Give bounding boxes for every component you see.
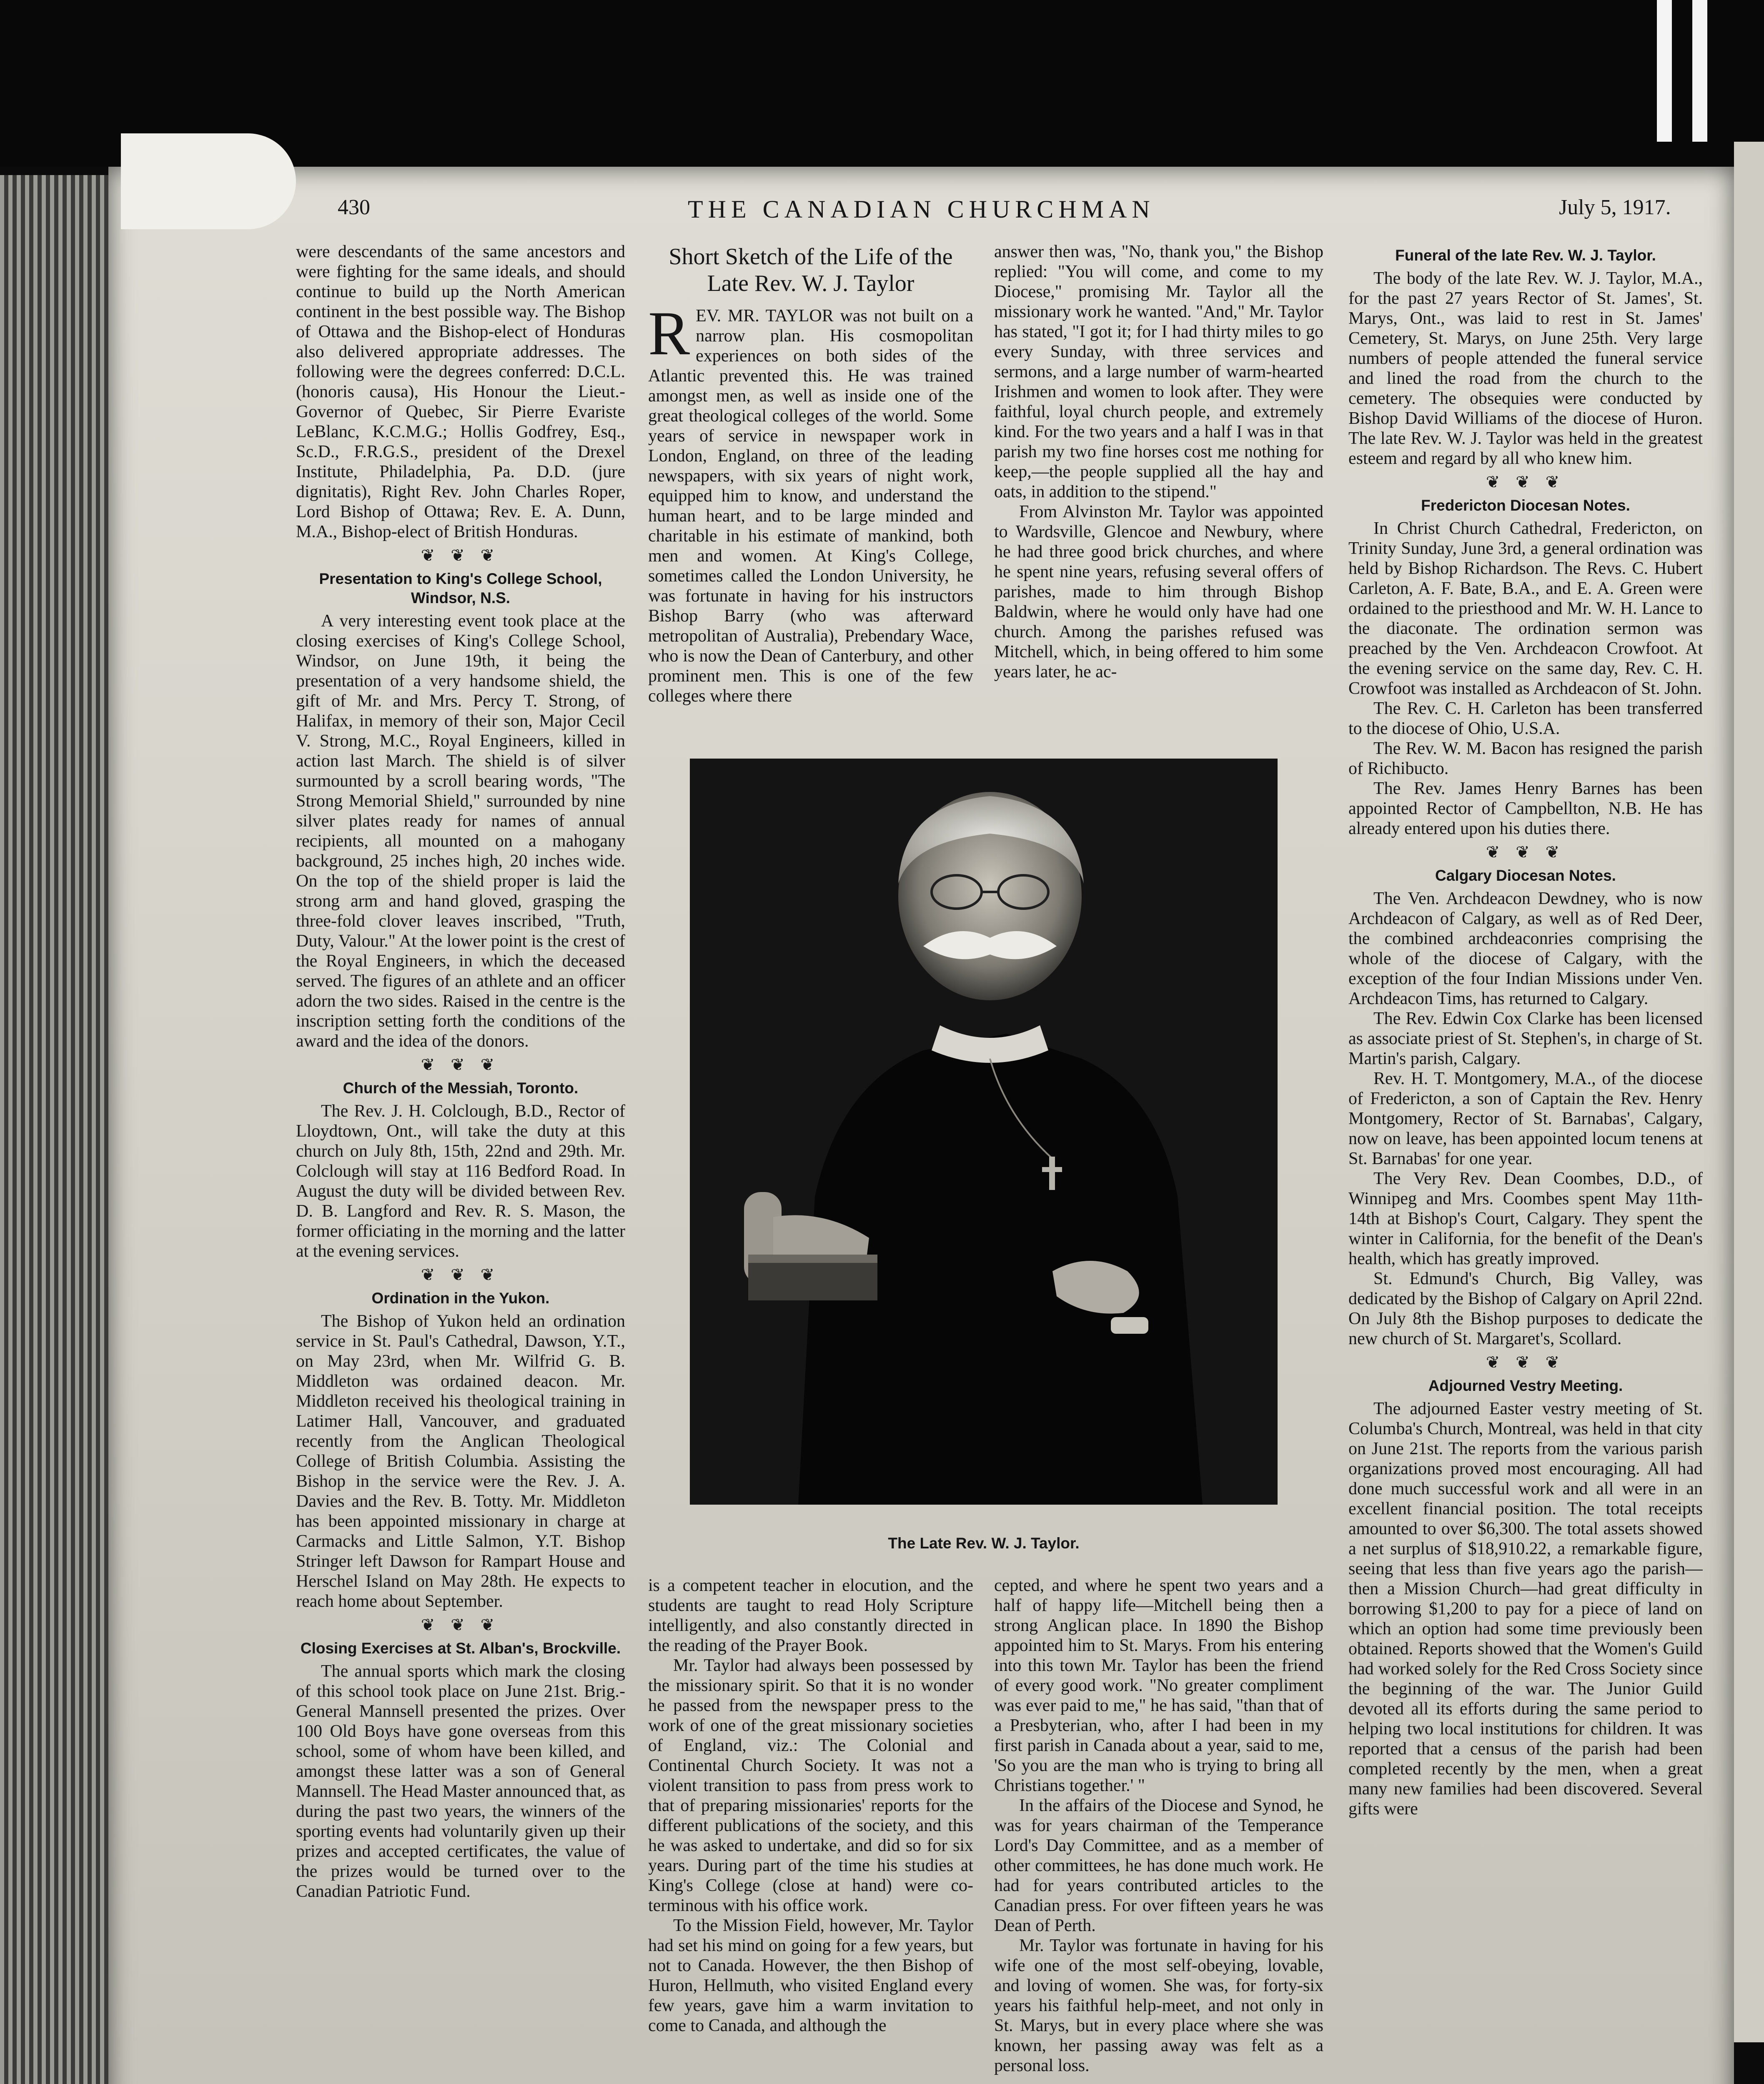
paragraph: The Very Rev. Dean Coombes, D.D., of Winnipeg and Mrs. Coombes spent May 11th-14th at Bishop's Court, Calgary. They spent the winter in California, for the benefit of the Dean's health, which has greatly improved.: [1348, 1169, 1703, 1268]
paragraph: Rev. H. T. Montgomery, M.A., of the diocese of Fredericton, a son of Captain the Rev. Henry Montgomery, Rector of St. Barnabas', Calgary, now on leave, has been appointed locum tenens at St. Barnabas' for one year.: [1348, 1069, 1703, 1168]
paragraph: answer then was, "No, thank you," the Bishop replied: "You will come, and come to my Diocese," promising Mr. Taylor all the missionary work he wanted. "And," Mr. Taylor has stated, "I got it; for I had thirty miles to go every Sunday, with three services and sermons, and a large number of warm-hearted Irishmen and women to look after. They were faithful, loyal church people, and extremely kind. For the two years and a half I was in that parish my two fine horses cost me nothing for keep,—the people supplied all the hay and oats, in addition to the stipend.": [994, 242, 1323, 501]
masthead: THE CANADIAN CHURCHMAN: [688, 195, 1155, 223]
paragraph: To the Mission Field, however, Mr. Taylor had set his mind on going for a few years, but not to Canada. However, the then Bishop of Huron, Hellmuth, who visited England every few years, gave him a warm invitation to come to Canada, and although the: [648, 1916, 973, 2035]
section-heading: Funeral of the late Rev. W. J. Taylor.: [1395, 247, 1656, 264]
section-heading: Presentation to King's College School, Windsor, N.S.: [319, 570, 602, 606]
paragraph: The annual sports which mark the closing of this school took place on June 21st. Brig.-General Mannsell presented the prizes. Over 100 Old Boys have gone overseas from this school, some of whom have been killed, and amongst these latter was a son of General Mannsell. The Head Master announced that, as during the past two years, the winners of the sporting events had voluntarily given up their prizes and accepted certificates, the value of the prizes would be turned over to the Canadian Patriotic Fund.: [296, 1662, 625, 1901]
ornament: ❦ ❦ ❦: [421, 1265, 501, 1284]
ornament: ❦ ❦ ❦: [421, 1055, 501, 1074]
paragraph: were descendants of the same ancestors and were fighting for the same ideals, and should continue to build up the North American continent in the best possible way. The Bishop of Ottawa and the Bishop-elect of Honduras also delivered appropriate addresses. The following were the degrees conferred: D.C.L. (honoris causa), His Honour the Lieut.-Governor of Quebec, Sir Pierre Evariste LeBlanc, K.C.M.G.; Hollis Godfrey, Esq., Sc.D., F.R.G.S., president of the Drexel Institute, Philadelphia, Pa. D.D. (jure dignitatis), Right Rev. John Charles Roper, Lord Bishop of Ottawa; Rev. E. A. Dunn, M.A., Bishop-elect of British Honduras.: [296, 242, 625, 541]
paragraph: The adjourned Easter vestry meeting of St. Columba's Church, Montreal, was held in that city on June 21st. The reports from the various parish organizations proved most encouraging. All had done much successful work and all were in an excellent financial position. The total receipts amounted to over $6,300. The total assets showed a net surplus of $18,910.22, a remarkable figure, seeing that less than five years ago the parish—then a Mission Church—had great difficulty in borrowing $1,200 to pay for a piece of land on which an option had some time previously been obtained. Reports showed that the Women's Guild had worked solely for the Red Cross Society since the beginning of the war. The Junior Guild devoted all its efforts during the same period to helping two local institutions for children. It was reported that a census of the parish had been completed recently by the men, when a great many new families had been discovered. Several gifts were: [1348, 1399, 1703, 1818]
section-heading: Ordination in the Yukon.: [371, 1290, 550, 1307]
paragraph: The Ven. Archdeacon Dewdney, who is now Archdeacon of Calgary, as well as of Red Deer, the combined archdeaconries comprising the whole of the diocese of Calgary, with the exception of the four Indian Missions under Ven. Archdeacon Tims, has returned to Calgary.: [1348, 889, 1703, 1008]
film-mark: [1692, 0, 1707, 142]
column-3-bottom: [994, 1576, 1323, 2084]
paragraph: cepted, and where he spent two years and a half of happy life—Mitchell being then a strong Anglican place. In 1890 the Bishop appointed him to St. Marys. From his entering into this town Mr. Taylor has been the friend of every good work. "No greater compliment was ever paid to me," he has said, "than that of a Presbyterian, who, after I had been in my first parish in Canada about a year, said to me, 'So you are the man who is trying to bring all Christians together.' ": [994, 1576, 1323, 1795]
paragraph: The Rev. Edwin Cox Clarke has been licensed as associate priest of St. Stephen's, in charge of St. Martin's parish, Calgary.: [1348, 1009, 1703, 1068]
section-heading: Closing Exercises at St. Alban's, Brockville.: [300, 1640, 621, 1657]
paragraph: A very interesting event took place at the closing exercises of King's College School, Windsor, on June 19th, it being the presentation of a very handsome shield, the gift of Mr. and Mrs. Percy T. Strong, of Halifax, in memory of their son, Major Cecil V. Strong, M.C., Royal Engineers, killed in action last March. The shield is of silver surmounted by a scroll bearing words, "The Strong Memorial Shield," surrounded by nine silver plates ready for names of annual recipients, all mounted on a mahogany background, 25 inches high, 20 inches wide. On the top of the shield proper is laid the strong arm and hand gloved, grasping the three-fold clover leaves inscribed, "Truth, Duty, Valour." At the lower point is the crest of the Royal Engineers, in which the deceased served. The figures of an athlete and an officer adorn the two sides. Raised in the centre is the inscription setting forth the conditions of the award and the idea of the donors.: [296, 611, 625, 1051]
portrait-figure: [690, 759, 1278, 1505]
column-2-bottom: [648, 1576, 973, 2084]
issue-date: July 5, 1917.: [1559, 195, 1671, 219]
column-3-top: [994, 242, 1323, 734]
film-mark: [1657, 0, 1672, 142]
paragraph: The body of the late Rev. W. J. Taylor, M.A., for the past 27 years Rector of St. James', St. Marys, Ont., was laid to rest in St. James' Cemetery, St. Marys, on June 25th. Very large numbers of people attended the funeral service and lined the road from the church to the cemetery. The obsequies were conducted by Bishop David Williams of the diocese of Huron. The late Rev. W. J. Taylor was held in the greatest esteem and regard by all who knew him.: [1348, 269, 1703, 468]
article-title: Short Sketch of the Life of the Late Rev. W. J. Taylor: [669, 244, 953, 296]
paragraph: From Alvinston Mr. Taylor was appointed to Wardsville, Glencoe and Newbury, where he had three good brick churches, and where he spent nine years, refusing several offers of parishes, made to him through Bishop Baldwin, where he would only have had one church. Among the parishes refused was Mitchell, which, in being offered to him some years later, he ac-: [994, 502, 1323, 681]
photo-caption: The Late Rev. W. J. Taylor.: [888, 1535, 1080, 1552]
portrait-photo: [690, 759, 1278, 1505]
page-tab: [121, 133, 296, 229]
paragraph: The Rev. C. H. Carleton has been transferred to the diocese of Ohio, U.S.A.: [1348, 699, 1703, 738]
paragraph: The Rev. James Henry Barnes has been appointed Rector of Campbellton, N.B. He has already entered upon his duties there.: [1348, 779, 1703, 838]
ornament: ❦ ❦ ❦: [421, 1616, 501, 1634]
section-heading: Fredericton Diocesan Notes.: [1421, 497, 1630, 514]
column-1: [296, 242, 625, 2084]
section-heading: Calgary Diocesan Notes.: [1435, 867, 1616, 884]
next-page-edge: [1734, 142, 1764, 2042]
page-number: 430: [338, 195, 370, 219]
ornament: ❦ ❦ ❦: [1486, 1353, 1566, 1372]
book-page-edges: [0, 175, 125, 2084]
ornament: ❦ ❦ ❦: [1486, 843, 1566, 862]
paragraph: In the affairs of the Diocese and Synod, he was for years chairman of the Temperance Lord's Day Committee, and as a member of other committees, he has done much work. He had for years contributed articles to the Canadian press. For over fifteen years he was Dean of Perth.: [994, 1796, 1323, 1935]
paragraph: The Rev. W. M. Bacon has resigned the parish of Richibucto.: [1348, 739, 1703, 778]
paragraph: The Bishop of Yukon held an ordination service in St. Paul's Cathedral, Dawson, Y.T., on May 23rd, when Mr. Wilfrid G. B. Middleton was ordained deacon. Mr. Middleton received his theological training in Latimer Hall, Vancouver, and graduated recently from the Anglican Theological College of British Columbia. Assisting the Bishop in the service were the Rev. J. A. Davies and the Rev. B. Totty. Mr. Middleton has been appointed missionary in charge at Carmacks and Little Salmon, Y.T. Bishop Stringer left Dawson for Rampart House and Herschel Island on May 28th. He expects to reach home about September.: [296, 1312, 625, 1611]
paragraph: The Rev. J. H. Colclough, B.D., Rector of Lloydtown, Ont., will take the duty at this church on July 8th, 15th, 22nd and 29th. Mr. Colclough will stay at 116 Bedford Road. In August the duty will be divided between Rev. D. B. Langford and Rev. R. S. Mason, the former officiating in the morning and the latter at the evening services.: [296, 1102, 625, 1261]
column-4: [1348, 242, 1703, 2084]
paragraph: St. Edmund's Church, Big Valley, was dedicated by the Bishop of Calgary on April 22nd. On July 8th the Bishop purposes to dedicate the new church of St. Margaret's, Scollard.: [1348, 1269, 1703, 1348]
paragraph: Mr. Taylor had always been possessed by the missionary spirit. So that it is no wonder he passed from the newspaper press to the work of one of the great missionary societies of England, viz.: The Colonial and Continental Church Society. It was not a violent transition to pass from press work to that of preparing missionaries' reports for the different publications of the society, and this he was asked to undertake, and did so for six years. During part of the time his studies at King's College (close at hand) were co-terminous with his office work.: [648, 1656, 973, 1915]
paragraph: Mr. Taylor was fortunate in having for his wife one of the most self-obeying, lovable, and loving of women. She was, for forty-six years his faithful help-meet, and not only in St. Marys, but in every place where she was known, her passing away was felt as a personal loss.: [994, 1936, 1323, 2075]
drop-cap: R: [648, 299, 690, 368]
ornament: ❦ ❦ ❦: [421, 546, 501, 565]
section-heading: Adjourned Vestry Meeting.: [1428, 1377, 1623, 1394]
paragraph: REV. MR. TAYLOR was not built on a narrow plan. His cosmopolitan experiences on both sides of the Atlantic prevented this. He was trained amongst men, as well as inside one of the great theological colleges of the world. Some years of service in newspaper work in London, England, on three of the leading newspapers, with six years of night work, equipped him to know, and understand the human heart, and to be large minded and charitable in his estimate of mankind, both men and women. At King's College, sometimes called the London University, he was fortunate in having for his instructors Bishop Barry (who was afterward metropolitan of Australia), Prebendary Wace, who is now the Dean of Canterbury, and other prominent men. This is one of the few colleges where there: [648, 299, 973, 706]
column-2-top: [648, 242, 973, 729]
paragraph: In Christ Church Cathedral, Fredericton, on Trinity Sunday, June 3rd, a general ordination was held by Bishop Richardson. The Revs. C. Hubert Carleton, A. F. Bate, B.A., and E. A. Green were ordained to the priesthood and Mr. W. H. Lance to the diaconate. The ordination sermon was preached by the Ven. Archdeacon Crowfoot. At the evening service on the same day, Rev. C. H. Crowfoot was installed as Archdeacon of St. John.: [1348, 519, 1703, 698]
paragraph: is a competent teacher in elocution, and the students are taught to read Holy Scripture intelligently, and also constantly directed in the reading of the Prayer Book.: [648, 1576, 973, 1655]
ornament: ❦ ❦ ❦: [1486, 473, 1566, 491]
section-heading: Church of the Messiah, Toronto.: [343, 1080, 579, 1097]
